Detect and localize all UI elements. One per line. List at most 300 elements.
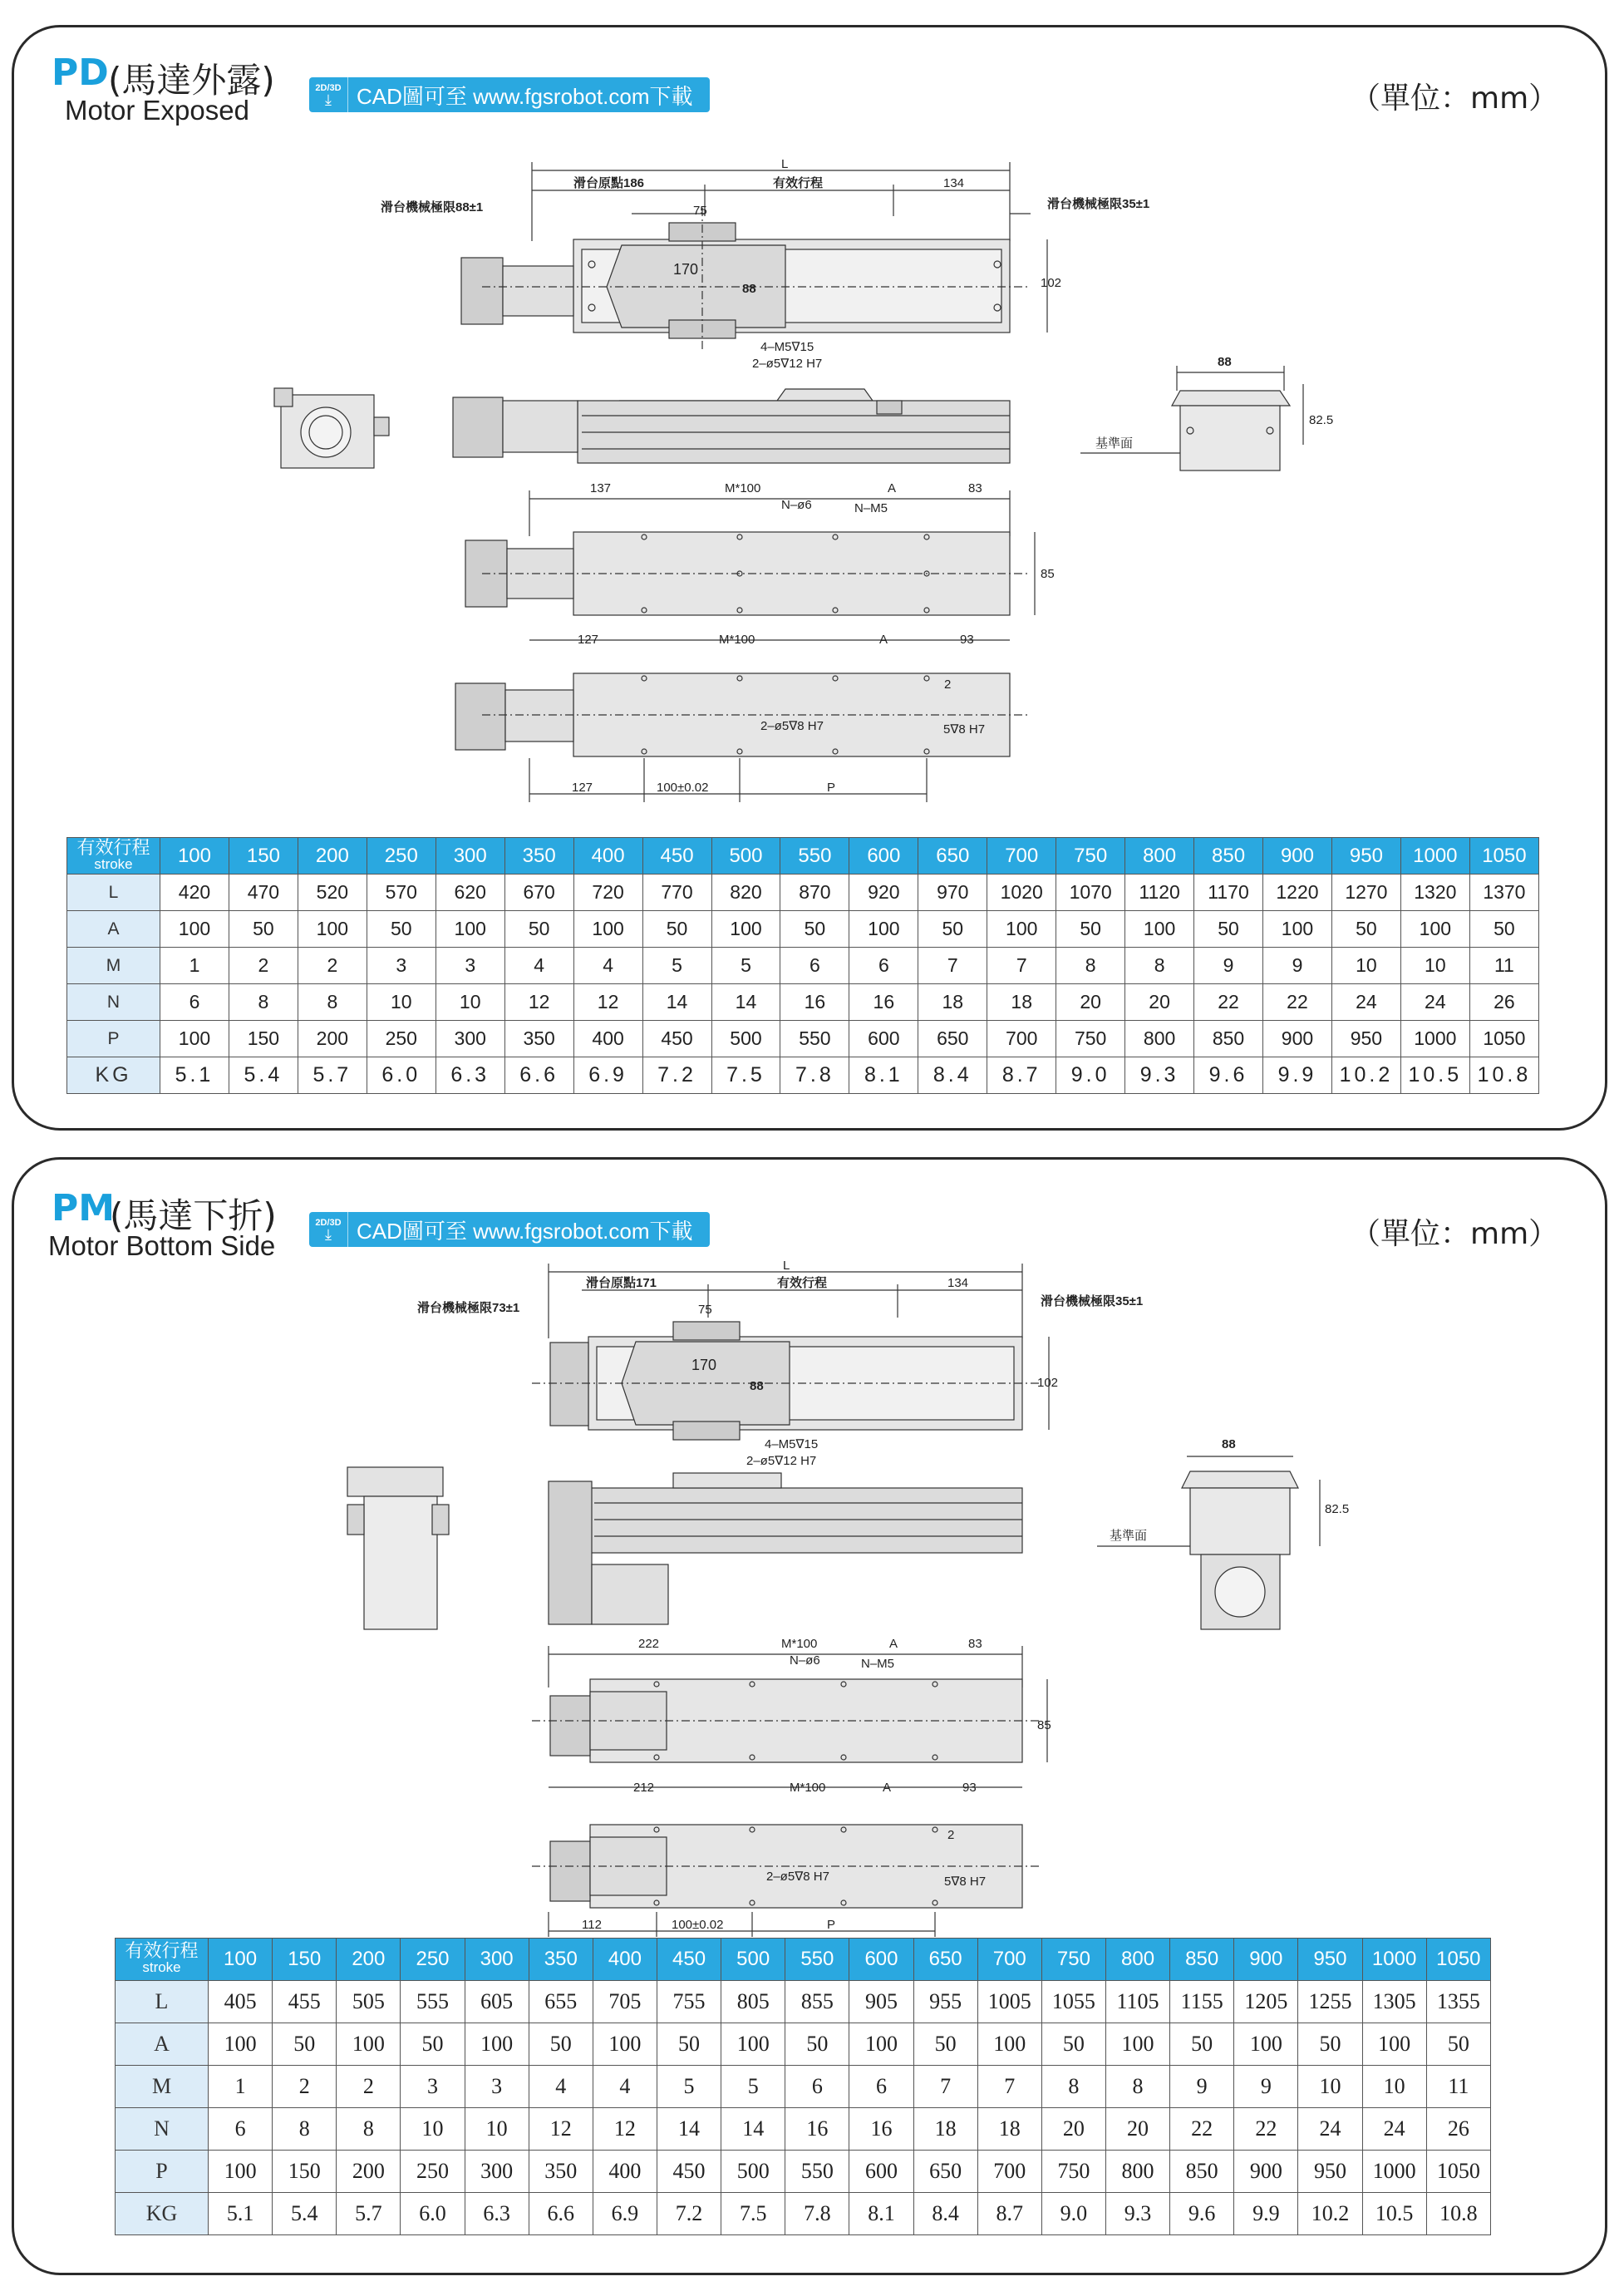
stroke-header-cell: 300 xyxy=(436,838,504,875)
table-cell: 870 xyxy=(780,875,849,911)
table-cell: 9.6 xyxy=(1194,1057,1263,1094)
table-cell: 26 xyxy=(1426,2108,1490,2151)
table-cell: 150 xyxy=(229,1021,298,1057)
pd-note-slot8: 5∇8 H7 xyxy=(943,722,986,737)
table-cell: 8 xyxy=(1125,948,1194,984)
table-cell: 100 xyxy=(721,2023,785,2066)
table-cell: 22 xyxy=(1234,2108,1298,2151)
download-icon: 2D/3D ⤓ xyxy=(309,77,348,112)
row-label: N xyxy=(116,2108,209,2151)
table-cell: 26 xyxy=(1469,984,1538,1021)
table-cell: 8.1 xyxy=(849,1057,918,1094)
table-cell: 4 xyxy=(504,948,573,984)
table-cell: 950 xyxy=(1298,2151,1362,2193)
table-cell: 5.1 xyxy=(209,2193,273,2235)
table-cell: 18 xyxy=(987,984,1056,1021)
table-row xyxy=(116,2023,1491,2066)
pm-note-pin12: 2–ø5∇12 H7 xyxy=(746,1454,817,1468)
table-cell: 900 xyxy=(1263,1021,1332,1057)
pd-model-title-en: Motor Exposed xyxy=(65,95,249,126)
pd-dim-tol: 100±0.02 xyxy=(657,781,709,795)
table-cell: 16 xyxy=(785,2108,849,2151)
table-cell: 405 xyxy=(209,1981,273,2023)
table-cell: 200 xyxy=(298,1021,367,1057)
pd-stroke-header: 有效行程 stroke xyxy=(67,838,160,875)
table-row xyxy=(116,2193,1491,2235)
pd-dim-m100-top: M*100 xyxy=(725,481,761,495)
table-cell: 100 xyxy=(209,2151,273,2193)
pm-dim-83: 83 xyxy=(968,1637,982,1651)
table-cell: 50 xyxy=(642,911,711,948)
table-cell: 555 xyxy=(401,1981,465,2023)
table-cell: 100 xyxy=(1125,911,1194,948)
table-cell: 9.6 xyxy=(1170,2193,1234,2235)
table-cell: 24 xyxy=(1362,2108,1426,2151)
table-cell: 100 xyxy=(593,2023,657,2066)
table-cell: 700 xyxy=(977,2151,1041,2193)
table-cell: 1205 xyxy=(1234,1981,1298,2023)
table-cell: 9 xyxy=(1234,2066,1298,2108)
table-cell: 850 xyxy=(1170,2151,1234,2193)
table-cell: 7 xyxy=(977,2066,1041,2108)
pm-dim-stroke: 有效行程 xyxy=(777,1276,828,1290)
pm-dim-75: 75 xyxy=(698,1303,712,1317)
table-cell: 9.9 xyxy=(1234,2193,1298,2235)
table-cell: 6 xyxy=(849,948,918,984)
table-cell: 905 xyxy=(849,1981,913,2023)
table-cell: 5.7 xyxy=(298,1057,367,1094)
table-row xyxy=(116,2108,1491,2151)
table-cell: 400 xyxy=(573,1021,642,1057)
table-cell: 820 xyxy=(711,875,780,911)
table-row xyxy=(116,1981,1491,2023)
stroke-header-cell: 250 xyxy=(367,838,436,875)
pm-dim-A-bottom: A xyxy=(883,1781,892,1795)
table-cell: 7 xyxy=(918,948,987,984)
table-cell: 10.5 xyxy=(1400,1057,1469,1094)
table-cell: 50 xyxy=(1298,2023,1362,2066)
table-cell: 1050 xyxy=(1426,2151,1490,2193)
table-cell: 1050 xyxy=(1469,1021,1538,1057)
table-cell: 1105 xyxy=(1105,1981,1169,2023)
stroke-header-cell: 850 xyxy=(1194,838,1263,875)
stroke-header-cell: 500 xyxy=(721,1939,785,1981)
table-cell: 18 xyxy=(918,984,987,1021)
pd-dim-2: 2 xyxy=(944,677,952,692)
table-cell: 20 xyxy=(1125,984,1194,1021)
table-cell: 250 xyxy=(401,2151,465,2193)
table-cell: 1055 xyxy=(1041,1981,1105,2023)
table-cell: 500 xyxy=(721,2151,785,2193)
table-cell: 12 xyxy=(529,2108,593,2151)
table-cell: 8.4 xyxy=(918,1057,987,1094)
table-cell: 24 xyxy=(1400,984,1469,1021)
table-cell: 3 xyxy=(401,2066,465,2108)
pm-note-nm5: N–M5 xyxy=(861,1657,895,1671)
table-cell: 7.5 xyxy=(711,1057,780,1094)
table-cell: 18 xyxy=(913,2108,977,2151)
table-row xyxy=(116,2151,1491,2193)
table-cell: 600 xyxy=(849,2151,913,2193)
table-cell: 1120 xyxy=(1125,875,1194,911)
table-cell: 650 xyxy=(913,2151,977,2193)
table-cell: 805 xyxy=(721,1981,785,2023)
pd-dim-102: 102 xyxy=(1041,276,1062,290)
table-cell: 10 xyxy=(1298,2066,1362,2108)
table-cell: 50 xyxy=(1331,911,1400,948)
pd-cad-text: CAD圖可至 www.fgsrobot.com下載 xyxy=(357,83,693,109)
table-cell: 855 xyxy=(785,1981,849,2023)
table-cell: 1220 xyxy=(1263,875,1332,911)
table-row xyxy=(116,2066,1491,2108)
table-cell: 1000 xyxy=(1400,1021,1469,1057)
pm-dim-origin: 滑台原點171 xyxy=(586,1276,657,1290)
table-cell: 1320 xyxy=(1400,875,1469,911)
table-cell: 6.0 xyxy=(401,2193,465,2235)
table-cell: 9.3 xyxy=(1125,1057,1194,1094)
table-cell: 16 xyxy=(849,2108,913,2151)
table-cell: 10.2 xyxy=(1298,2193,1362,2235)
table-cell: 12 xyxy=(573,984,642,1021)
table-cell: 1255 xyxy=(1298,1981,1362,2023)
table-cell: 100 xyxy=(1400,911,1469,948)
pd-dim-P: P xyxy=(827,781,836,795)
table-cell: 100 xyxy=(209,2023,273,2066)
pd-ref-surface: 基準面 xyxy=(1095,436,1134,451)
pm-cad-text: CAD圖可至 www.fgsrobot.com下載 xyxy=(357,1218,693,1244)
stroke-header-cell: 350 xyxy=(529,1939,593,1981)
table-cell: 720 xyxy=(573,875,642,911)
table-cell: 100 xyxy=(465,2023,529,2066)
table-cell: 1305 xyxy=(1362,1981,1426,2023)
table-cell: 6.9 xyxy=(593,2193,657,2235)
table-cell: 455 xyxy=(273,1981,337,2023)
table-cell: 16 xyxy=(780,984,849,1021)
row-label: M xyxy=(67,948,160,984)
table-cell: 100 xyxy=(1105,2023,1169,2066)
pm-model-code: PM xyxy=(52,1187,116,1229)
table-cell: 6.6 xyxy=(529,2193,593,2235)
row-label: M xyxy=(116,2066,209,2108)
pd-dim-134: 134 xyxy=(943,176,965,190)
row-label: KG xyxy=(116,2193,209,2235)
table-cell: 4 xyxy=(573,948,642,984)
stroke-header-cell: 200 xyxy=(337,1939,401,1981)
table-cell: 620 xyxy=(436,875,504,911)
download-icon: 2D/3D ⤓ xyxy=(309,1212,348,1247)
pd-dim-88v: 88 xyxy=(742,282,756,296)
stroke-header-cell: 250 xyxy=(401,1939,465,1981)
table-cell: 550 xyxy=(780,1021,849,1057)
table-cell: 6.0 xyxy=(367,1057,436,1094)
table-cell: 100 xyxy=(1263,911,1332,948)
stroke-header-cell: 550 xyxy=(785,1939,849,1981)
stroke-header-cell: 950 xyxy=(1298,1939,1362,1981)
table-cell: 400 xyxy=(593,2151,657,2193)
table-cell: 470 xyxy=(229,875,298,911)
table-cell: 100 xyxy=(987,911,1056,948)
table-cell: 10 xyxy=(1331,948,1400,984)
table-cell: 1070 xyxy=(1056,875,1125,911)
pm-dim-82-5: 82.5 xyxy=(1325,1502,1350,1516)
table-cell: 2 xyxy=(298,948,367,984)
table-cell: 50 xyxy=(367,911,436,948)
row-label: L xyxy=(67,875,160,911)
table-cell: 900 xyxy=(1234,2151,1298,2193)
table-cell: 8.7 xyxy=(987,1057,1056,1094)
pm-stroke-header-row xyxy=(116,1939,1491,1981)
pm-dim-170: 170 xyxy=(691,1357,717,1373)
table-cell: 8 xyxy=(229,984,298,1021)
stroke-header-cell: 400 xyxy=(573,838,642,875)
pd-note-n6: N–ø6 xyxy=(781,498,812,512)
stroke-header-cell: 100 xyxy=(209,1939,273,1981)
pm-dim-212: 212 xyxy=(633,1781,655,1795)
table-cell: 50 xyxy=(401,2023,465,2066)
table-cell: 6 xyxy=(785,2066,849,2108)
table-cell: 6.3 xyxy=(436,1057,504,1094)
table-cell: 9.0 xyxy=(1041,2193,1105,2235)
pd-limit-right: 滑台機械極限35±1 xyxy=(1047,197,1150,211)
pm-note-n6: N–ø6 xyxy=(790,1653,820,1668)
table-cell: 8 xyxy=(337,2108,401,2151)
table-cell: 6.6 xyxy=(504,1057,573,1094)
table-cell: 655 xyxy=(529,1981,593,2023)
table-cell: 200 xyxy=(337,2151,401,2193)
pd-note-nm5: N–M5 xyxy=(854,501,888,515)
pd-dim-127-a: 127 xyxy=(578,633,599,647)
table-cell: 250 xyxy=(367,1021,436,1057)
pm-note-m5: 4–M5∇15 xyxy=(765,1437,819,1451)
table-cell: 6 xyxy=(160,984,229,1021)
table-cell: 1005 xyxy=(977,1981,1041,2023)
pm-dim-2: 2 xyxy=(947,1828,955,1842)
stroke-header-cell: 600 xyxy=(849,838,918,875)
table-cell: 14 xyxy=(721,2108,785,2151)
table-cell: 450 xyxy=(642,1021,711,1057)
pd-note-m5: 4–M5∇15 xyxy=(760,340,814,354)
pm-limit-left: 滑台機械極限73±1 xyxy=(417,1301,520,1315)
row-label: A xyxy=(67,911,160,948)
table-cell: 705 xyxy=(593,1981,657,2023)
table-cell: 420 xyxy=(160,875,229,911)
pm-dim-88: 88 xyxy=(1222,1437,1236,1451)
stroke-header-cell: 1000 xyxy=(1400,838,1469,875)
stroke-header-cell: 1000 xyxy=(1362,1939,1426,1981)
table-cell: 770 xyxy=(642,875,711,911)
table-cell: 700 xyxy=(987,1021,1056,1057)
stroke-header-cell: 550 xyxy=(780,838,849,875)
table-cell: 10 xyxy=(1400,948,1469,984)
table-cell: 600 xyxy=(849,1021,918,1057)
table-cell: 14 xyxy=(657,2108,721,2151)
table-cell: 16 xyxy=(849,984,918,1021)
table-cell: 7.2 xyxy=(642,1057,711,1094)
table-cell: 7.5 xyxy=(721,2193,785,2235)
table-cell: 10.8 xyxy=(1426,2193,1490,2235)
row-label: P xyxy=(67,1021,160,1057)
pm-dim-102: 102 xyxy=(1037,1376,1059,1390)
table-cell: 50 xyxy=(529,2023,593,2066)
table-cell: 6 xyxy=(849,2066,913,2108)
table-cell: 50 xyxy=(785,2023,849,2066)
pm-model-title-cn: (馬達下折) xyxy=(110,1195,277,1236)
table-cell: 3 xyxy=(367,948,436,984)
row-label: N xyxy=(67,984,160,1021)
pm-dim-88v: 88 xyxy=(750,1379,764,1393)
pm-limit-right: 滑台機械極限35±1 xyxy=(1041,1294,1144,1308)
table-cell: 11 xyxy=(1426,2066,1490,2108)
table-cell: 50 xyxy=(657,2023,721,2066)
table-cell: 8.4 xyxy=(913,2193,977,2235)
table-cell: 605 xyxy=(465,1981,529,2023)
pd-dim-L: L xyxy=(781,157,789,171)
stroke-header-cell: 450 xyxy=(642,838,711,875)
table-cell: 8 xyxy=(1041,2066,1105,2108)
table-cell: 9 xyxy=(1263,948,1332,984)
table-cell: 650 xyxy=(918,1021,987,1057)
pm-end-view-motor xyxy=(347,1467,449,1629)
table-cell: 100 xyxy=(298,911,367,948)
table-cell: 150 xyxy=(273,2151,337,2193)
table-cell: 350 xyxy=(529,2151,593,2193)
stroke-header-cell: 400 xyxy=(593,1939,657,1981)
table-cell: 9.9 xyxy=(1263,1057,1332,1094)
table-cell: 5 xyxy=(657,2066,721,2108)
table-cell: 1 xyxy=(160,948,229,984)
pm-dim-93: 93 xyxy=(962,1781,977,1795)
table-cell: 2 xyxy=(229,948,298,984)
table-cell: 6 xyxy=(780,948,849,984)
table-cell: 50 xyxy=(1194,911,1263,948)
table-cell: 50 xyxy=(918,911,987,948)
pd-dim-A-bottom: A xyxy=(879,633,888,647)
pm-stroke-header: 有效行程 stroke xyxy=(116,1939,209,1981)
table-cell: 5 xyxy=(721,2066,785,2108)
pd-dim-85: 85 xyxy=(1041,567,1055,581)
table-cell: 10 xyxy=(1362,2066,1426,2108)
table-cell: 1370 xyxy=(1469,875,1538,911)
pd-dim-A-top: A xyxy=(888,481,897,495)
table-cell: 570 xyxy=(367,875,436,911)
stroke-header-cell: 350 xyxy=(504,838,573,875)
table-cell: 6 xyxy=(209,2108,273,2151)
table-cell: 2 xyxy=(273,2066,337,2108)
pd-dim-75: 75 xyxy=(693,204,707,218)
table-cell: 6.3 xyxy=(465,2193,529,2235)
pm-note-pin8: 2–ø5∇8 H7 xyxy=(766,1870,829,1884)
stroke-header-cell: 300 xyxy=(465,1939,529,1981)
table-cell: 550 xyxy=(785,2151,849,2193)
table-cell: 50 xyxy=(1170,2023,1234,2066)
pm-dim-P: P xyxy=(827,1918,836,1932)
table-cell: 100 xyxy=(977,2023,1041,2066)
stroke-header-cell: 650 xyxy=(913,1939,977,1981)
table-cell: 750 xyxy=(1056,1021,1125,1057)
stroke-header-cell: 800 xyxy=(1105,1939,1169,1981)
table-cell: 10 xyxy=(367,984,436,1021)
stroke-header-cell: 750 xyxy=(1041,1939,1105,1981)
table-cell: 1 xyxy=(209,2066,273,2108)
table-cell: 50 xyxy=(504,911,573,948)
pm-dim-m100-bottom: M*100 xyxy=(790,1781,826,1795)
pd-model-code: PD xyxy=(52,52,109,94)
table-cell: 520 xyxy=(298,875,367,911)
table-cell: 4 xyxy=(593,2066,657,2108)
pm-unit-label: （單位：mm） xyxy=(1351,1217,1559,1251)
table-cell: 970 xyxy=(918,875,987,911)
table-cell: 350 xyxy=(504,1021,573,1057)
pd-model-title-cn: (馬達外露) xyxy=(108,60,275,101)
table-cell: 800 xyxy=(1125,1021,1194,1057)
pm-dim-A-top: A xyxy=(889,1637,898,1651)
table-cell: 1270 xyxy=(1331,875,1400,911)
table-cell: 50 xyxy=(1056,911,1125,948)
pd-dim-origin: 滑台原點186 xyxy=(573,176,645,190)
table-cell: 8.1 xyxy=(849,2193,913,2235)
table-cell: 22 xyxy=(1170,2108,1234,2151)
table-cell: 50 xyxy=(1469,911,1538,948)
row-label: A xyxy=(116,2023,209,2066)
table-cell: 12 xyxy=(504,984,573,1021)
pd-dim-93: 93 xyxy=(960,633,974,647)
pd-dim-83: 83 xyxy=(968,481,982,495)
table-cell: 20 xyxy=(1056,984,1125,1021)
table-cell: 5 xyxy=(711,948,780,984)
stroke-header-cell: 800 xyxy=(1125,838,1194,875)
pd-dim-82-5: 82.5 xyxy=(1309,413,1334,427)
stroke-header-cell: 900 xyxy=(1263,838,1332,875)
table-cell: 7.8 xyxy=(785,2193,849,2235)
table-cell: 300 xyxy=(465,2151,529,2193)
table-cell: 10 xyxy=(465,2108,529,2151)
table-cell: 800 xyxy=(1105,2151,1169,2193)
table-cell: 1020 xyxy=(987,875,1056,911)
table-cell: 18 xyxy=(977,2108,1041,2151)
pm-dim-85: 85 xyxy=(1037,1718,1051,1732)
table-cell: 8.7 xyxy=(977,2193,1041,2235)
table-cell: 4 xyxy=(529,2066,593,2108)
pm-model-title-en: Motor Bottom Side xyxy=(48,1230,276,1261)
table-cell: 7.2 xyxy=(657,2193,721,2235)
table-cell: 8 xyxy=(298,984,367,1021)
table-cell: 6.9 xyxy=(573,1057,642,1094)
table-cell: 50 xyxy=(229,911,298,948)
table-cell: 955 xyxy=(913,1981,977,2023)
stroke-header-cell: 150 xyxy=(229,838,298,875)
row-label: KG xyxy=(67,1057,160,1094)
table-cell: 7 xyxy=(987,948,1056,984)
stroke-header-cell: 950 xyxy=(1331,838,1400,875)
table-cell: 1355 xyxy=(1426,1981,1490,2023)
pm-dim-222: 222 xyxy=(638,1637,660,1651)
table-cell: 20 xyxy=(1041,2108,1105,2151)
table-cell: 100 xyxy=(849,911,918,948)
stroke-header-cell: 700 xyxy=(977,1939,1041,1981)
stroke-header-cell: 150 xyxy=(273,1939,337,1981)
table-cell: 3 xyxy=(465,2066,529,2108)
table-cell: 920 xyxy=(849,875,918,911)
table-cell: 100 xyxy=(849,2023,913,2066)
table-cell: 5.1 xyxy=(160,1057,229,1094)
table-cell: 755 xyxy=(657,1981,721,2023)
table-cell: 8 xyxy=(1056,948,1125,984)
pm-dim-m100-top: M*100 xyxy=(781,1637,818,1651)
pm-note-slot8: 5∇8 H7 xyxy=(944,1875,987,1889)
table-cell: 500 xyxy=(711,1021,780,1057)
row-label: P xyxy=(116,2151,209,2193)
stroke-header-cell: 1050 xyxy=(1426,1939,1490,1981)
